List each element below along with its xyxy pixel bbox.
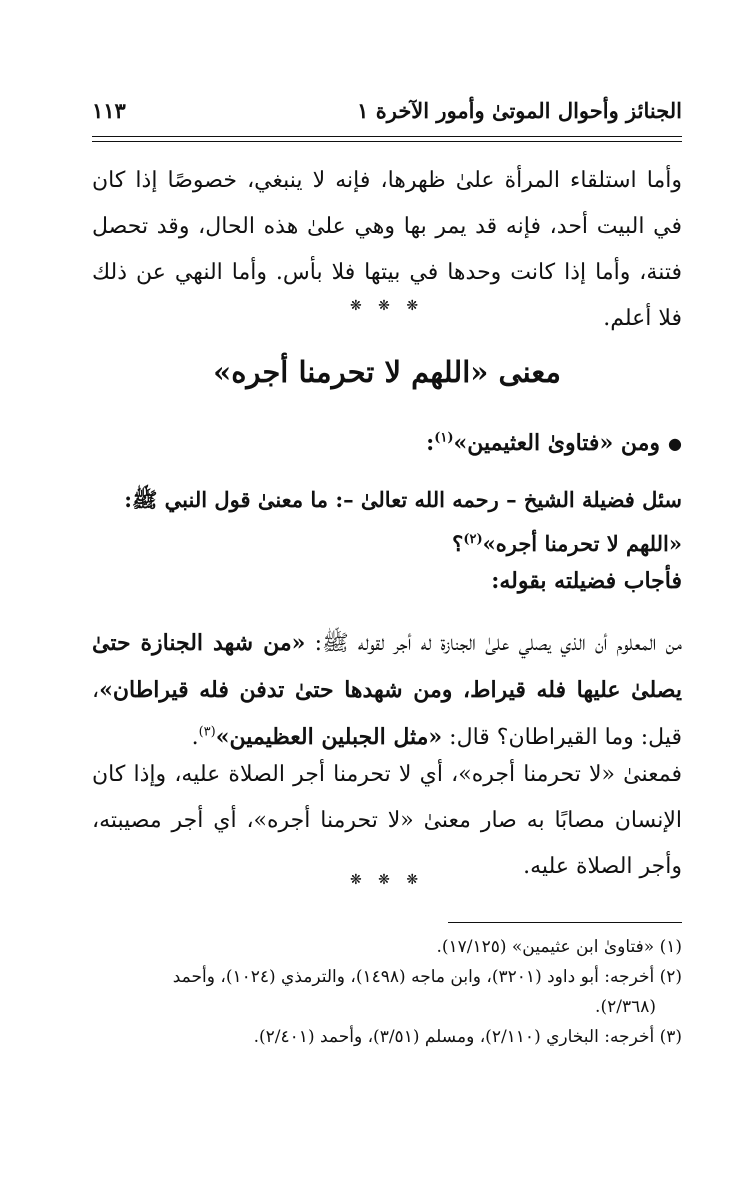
hadith-quote-2: «مثل الجبلين العظيمين» bbox=[215, 724, 443, 750]
footnote-2: (٢) أخرجه: أبو داود (٣٢٠١)، وابن ماجه (١٤٩٨)، والترمذي (١٠٢٤)، وأحمد bbox=[172, 967, 682, 987]
answer-label: فأجاب فضيلته بقوله: bbox=[491, 568, 682, 594]
fatawa-source-line bbox=[92, 430, 682, 456]
section-title: معنى «اللهم لا تحرمنا أجره» bbox=[213, 355, 561, 389]
header-rule-bottom bbox=[92, 141, 682, 142]
footnote-2-continuation: (٢/٣٦٨). bbox=[595, 997, 656, 1017]
footnote-ref-3[interactable]: (٣) bbox=[198, 724, 216, 740]
paragraph-1: وأما استلقاء المرأة علىٰ ظهرها، فإنه لا ينبغي، خصوصًا إذا كان في البيت أحد، فإنه قد يمر بها وهي علىٰ هذه الحال، وقد تحصل فتنة، وأما إذا كانت وحدها في بيتها فلا بأس. وأما النهي عن ذلك فلا أعلم. bbox=[92, 168, 682, 331]
paragraph-2-end: . bbox=[191, 725, 199, 750]
hadith-quote-1: «من شهد الجنازة حتىٰ يصلىٰ عليها فله قيراط، ومن شهدها حتىٰ تدفن فله قيراطان» bbox=[92, 630, 682, 703]
fatawa-colon: : bbox=[426, 430, 435, 456]
paragraph-2-intro: من المعلوم أن الذي يصلي علىٰ الجنازة له أجر لقوله ﷺ: bbox=[305, 631, 682, 656]
paragraph-2-middle: ، قيل: وما القيراطان؟ قال: bbox=[92, 678, 682, 750]
page-number: ١١٣ bbox=[92, 97, 126, 123]
footnotes bbox=[92, 932, 682, 1052]
question-text: سئل فضيلة الشيخ – رحمه الله تعالىٰ –: ما معنىٰ قول النبي ﷺ: «اللهم لا تحرمنا أجره» bbox=[124, 487, 682, 556]
footnote-rule bbox=[448, 922, 682, 923]
footnote-3: (٣) أخرجه: البخاري (٢/١١٠)، ومسلم (٣/٥١)، وأحمد (٢/٤٠١). bbox=[253, 1027, 682, 1047]
footnote-ref-2[interactable]: (٢) bbox=[463, 532, 483, 547]
page-header bbox=[92, 92, 682, 128]
footnote-1: (١) «فتاوىٰ ابن عثيمين» (١٧/١٢٥). bbox=[436, 937, 682, 957]
fatawa-source-text: ومن «فتاوىٰ العثيمين» bbox=[453, 430, 661, 456]
header-rule-top bbox=[92, 136, 682, 137]
section-separator: ❋ ❋ ❋ bbox=[349, 298, 425, 314]
section-separator-2: ❋ ❋ ❋ bbox=[349, 872, 425, 888]
question bbox=[92, 478, 682, 566]
question-mark: ؟ bbox=[452, 531, 464, 556]
footnote-ref-1[interactable]: (١) bbox=[434, 430, 454, 446]
fatawa-source bbox=[426, 430, 660, 456]
running-title: الجنائز وأحوال الموتىٰ وأمور الآخرة ١ bbox=[357, 97, 682, 123]
bullet-icon: ● bbox=[668, 433, 682, 453]
paragraph-3: فمعنىٰ «لا تحرمنا أجره»، أي لا تحرمنا أجر الصلاة عليه، وإذا كان الإنسان مصابًا به صار معنىٰ «لا تحرمنا أجره»، أي أجر مصيبته، وأجر الصلاة عليه. bbox=[92, 762, 682, 879]
paragraph-2 bbox=[92, 620, 682, 761]
